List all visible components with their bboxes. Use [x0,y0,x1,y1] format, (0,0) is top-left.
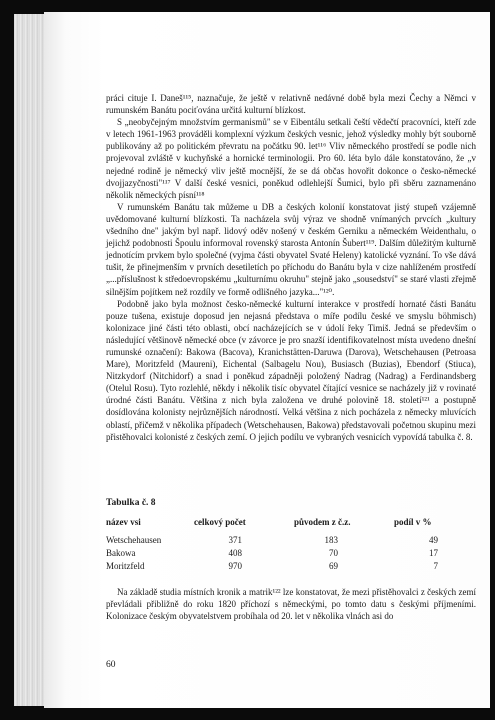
paragraph-2: S „neobyčejným množstvím germanismů" se v Eibentálu setkali čeští vědečtí pracovníci, kteří zde v letech 1961-1963 prováděli komplexní výzkum českých vesnic, jehož výsledky mohly být souborně publikovány až po politickém převratu na počátku 90. let¹¹⁶ Vliv německého prostředí se podle nich projevoval zvláště v kuchyňské a hornické terminologii. Pro 60. léta bylo dále konstatováno, že „v nejedné rodině je německý vliv ještě mocnější, že se dá občas hovořit dokonce o česko-německé dvojjazyčnosti"¹¹⁷ V další české vesnici, poněkud odlehlejší Šumici, bylo při sběru zaznamenáno několik německých písní¹¹⁸ [106,117,476,200]
table-row [106,534,466,547]
table-row [106,560,466,573]
header-total: celkový počet [194,517,246,527]
cell-total: 371 [228,535,242,545]
page-sheet [44,12,490,708]
village-table [106,516,466,573]
cell-total: 970 [228,561,242,571]
table-row [106,547,466,560]
cell-village: Bakowa [106,548,136,558]
cell-village: Wetschehausen [106,535,162,545]
body-text [106,92,476,443]
cell-share: 17 [429,548,438,558]
cell-origin: 183 [324,535,338,545]
header-origin: původem z č.z. [294,517,351,527]
paragraph-1: práci cituje I. Daneš¹¹⁵, naznačuje, že ještě v relativně nedávné době byla mezi Čechy a Němci v rumunském Banátu pociťována určitá kulturní blízkost. [106,93,476,116]
table-title: Tabulka č. 8 [106,498,156,508]
paragraph-4: Podobně jako byla možnost česko-německé kulturní interakce v prostředí hornaté části Banátu pouze tušena, existuje doposud jen nejasná představa o míře podílu české ve smyslu böhmisch) kolonizace jiné části této oblasti, obcí nacházejících se v údolí řeky Timiš. Jedná se především o následující většinově německé obce (v závorce je pro snazší identifikovatelnost místa uvedeno dnešní rumunské označení): Bakowa (Bacova), Kranichstätten-Daruwa (Darova), Wetschehausen (Petroasa Mare), Moritzfeld (Maureni), Eichental (Salbagelu Nou), Busiasch (Buzias), Ebendorf (Stiuca), Nitzkydorf (Nitchidorf) a snad i poněkud západněji položený Nadrag (Nadrag) a Ferdinandsberg (Otelul Rosu). Tyto rozlehlé, někdy i několik tisíc obyvatel čítající vesnice se nacházely již v rovinaté úrodné části Banátu. Většina z nich byla založena ve druhé polovině 18. století¹²¹ a postupně dosídlována kolonisty nejrůznějších národností. Velká většina z nich pocházela z německy mluvících oblastí, přičemž v několika případech (Wetschehausen, Bakowa) představovali početnou skupinu mezi přistěhovalci kolonisté z českých zemí. O jejich podílu ve vybraných vesnicích vypovídá tabulka č. 8. [106,298,476,442]
header-share: podíl v % [394,517,432,527]
cell-total: 408 [228,548,242,558]
paragraph-after-table: Na základě studia místních kronik a matrik¹²² lze konstatovat, že mezi přistěhovalci z českých zemí převládali přibližně do roku 1820 příchozí s německými, po tomto datu s českými příjmeními. Kolonizace českým obyvatelstvem probíhala od 20. let v několika vlnách asi do [106,587,476,622]
table-header-row [106,516,466,534]
cell-origin: 69 [329,561,338,571]
book-page-edges [14,14,46,706]
paragraph-3: V rumunském Banátu tak můžeme u DB a českých kolonií konstatovat jistý stupeň vzájemně uvědomované kulturní blízkosti. Ta nacházela svůj výraz ve shodně vnímaných prvcích „kultury všedního dne" jakým byl např. lidový oděv nošený v českém Gerniku a německém Weidenthalu, o jejichž podobnosti Špoulu informoval rovenský starosta Antonín Šubert¹¹⁹. Dalším důležitým kulturně jednotícím prvkem bylo společné (vyjma části obyvatel Svaté Heleny) katolické vyznání. To vše dává tušit, že přinejmenším v prvních desetiletích po příchodu do Banátu byla v cize nahlíženém prostředí „...příslušnost k středoevropskému „kulturnímu okruhu" stejně jako „sousedství" se staré vlasti zřejmě silnějším pojítkem než rozdíly ve formě odlišného jazyka..."¹²⁰. [106,201,476,297]
cell-share: 7 [433,561,438,571]
page-number: 60 [106,660,116,670]
cell-share: 49 [429,535,438,545]
header-village: název vsi [106,517,141,527]
cell-village: Moritzfeld [106,561,145,571]
cell-origin: 70 [329,548,338,558]
